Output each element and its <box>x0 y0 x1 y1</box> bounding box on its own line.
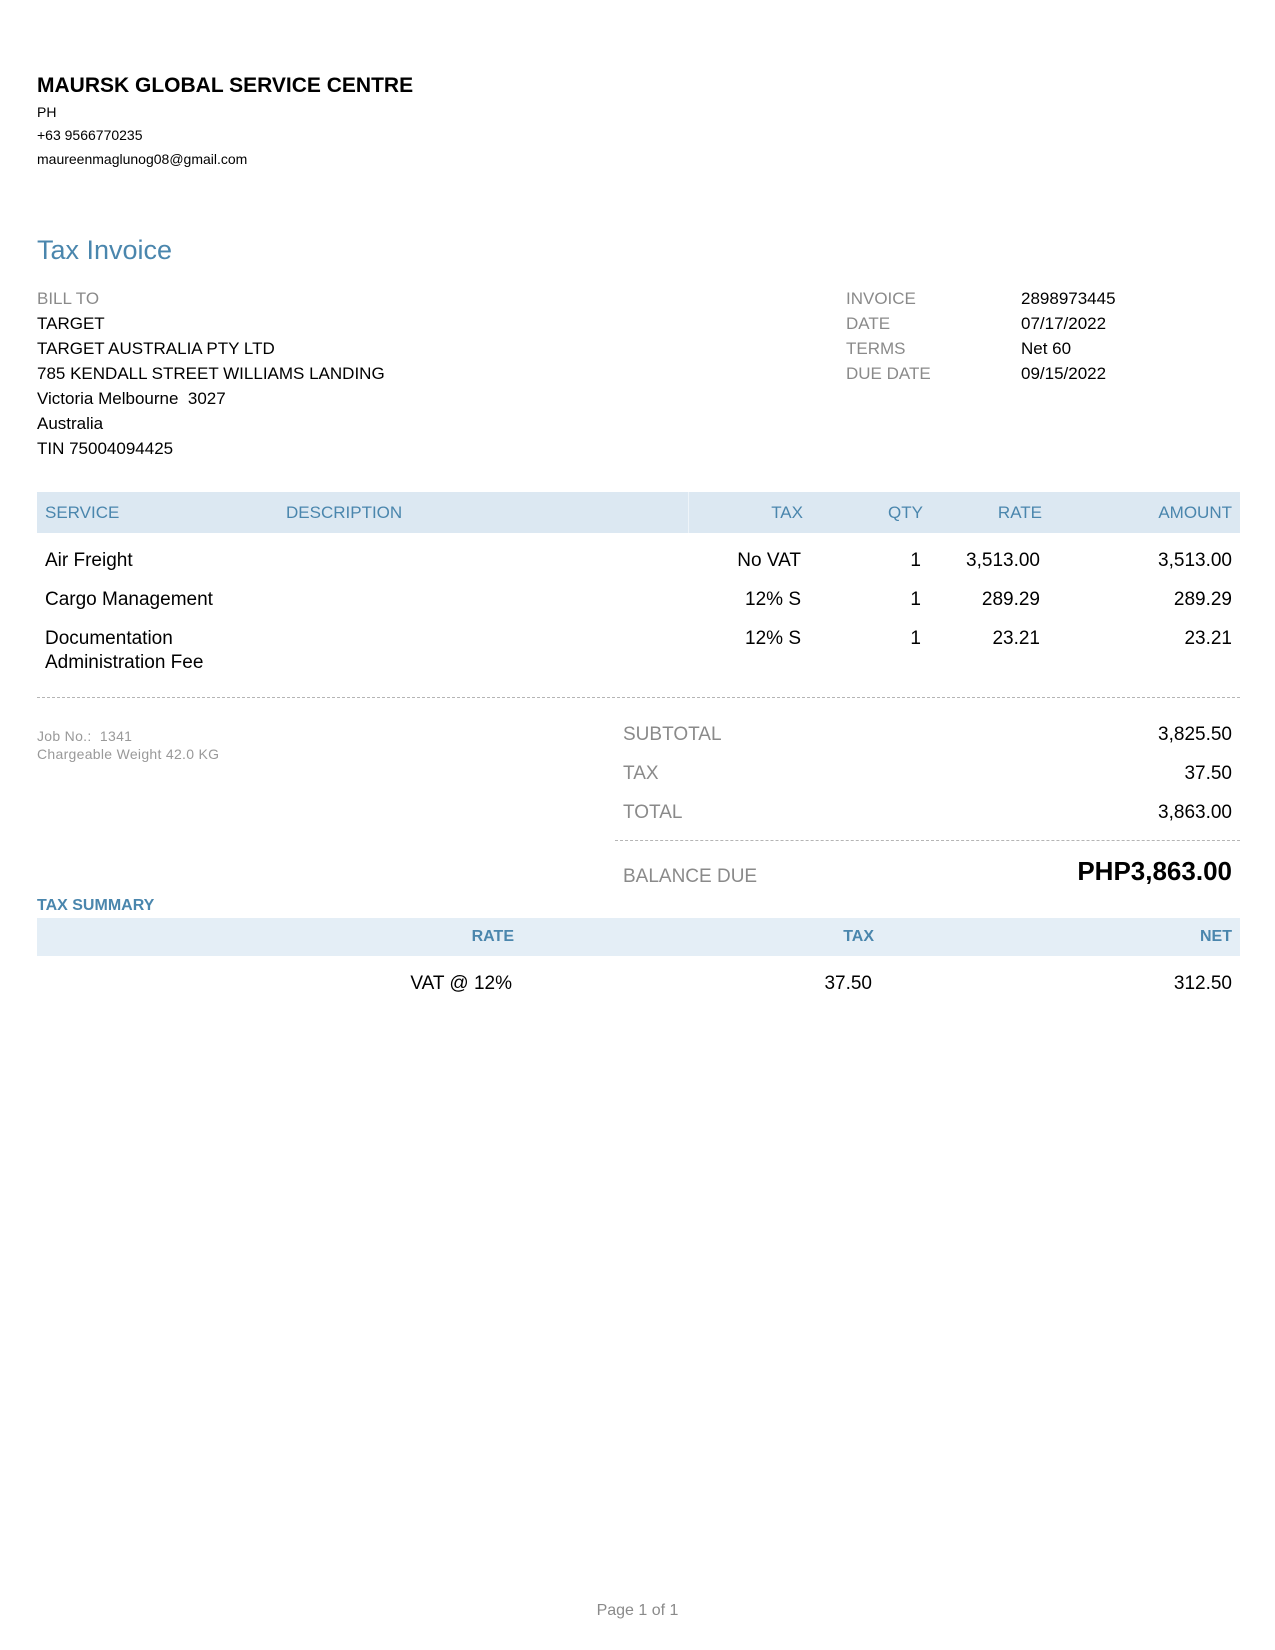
tax-label: TAX <box>623 763 659 784</box>
tax-summary-title: TAX SUMMARY <box>37 897 155 914</box>
item-tax: 12% S <box>745 628 801 649</box>
tax-summary-net: 312.50 <box>1173 973 1232 994</box>
column-header-service: SERVICE <box>45 503 120 522</box>
item-qty: 1 <box>910 628 921 649</box>
company-phone: +63 9566770235 <box>37 127 143 143</box>
items-table-header <box>37 492 1240 533</box>
item-service: Documentation <box>45 628 173 649</box>
column-header-description: DESCRIPTION <box>286 503 403 522</box>
item-tax: 12% S <box>745 589 801 610</box>
tax-summary-rate: VAT @ 12% <box>410 973 512 994</box>
tax-value: 37.50 <box>1184 763 1232 784</box>
invoice-date: 07/17/2022 <box>1021 314 1107 333</box>
bill-to-line: Victoria Melbourne 3027 <box>37 389 226 408</box>
totals-divider <box>615 840 1240 841</box>
invoice-due-date: 09/15/2022 <box>1021 364 1107 383</box>
balance-due-label: BALANCE DUE <box>623 866 758 887</box>
invoice-number-label: INVOICE <box>846 289 916 308</box>
bill-to-line: TARGET <box>37 314 105 333</box>
item-tax: No VAT <box>737 550 801 571</box>
total-value: 3,863.00 <box>1158 802 1232 823</box>
balance-due-value: PHP3,863.00 <box>1077 856 1232 886</box>
total-label: TOTAL <box>623 802 683 823</box>
item-service-continued: Administration Fee <box>45 652 204 673</box>
chargeable-weight: Chargeable Weight 42.0 KG <box>37 746 220 762</box>
column-header-qty: QTY <box>888 503 923 522</box>
document-title: Tax Invoice <box>37 235 173 265</box>
job-number: Job No.: 1341 <box>37 728 133 744</box>
item-qty: 1 <box>910 589 921 610</box>
company-email: maureenmaglunog08@gmail.com <box>37 151 248 167</box>
invoice-number: 2898973445 <box>1021 289 1116 308</box>
bill-to-label: BILL TO <box>37 289 100 308</box>
item-amount: 23.21 <box>1184 628 1232 649</box>
column-header-tax: TAX <box>771 503 803 522</box>
invoice-terms: Net 60 <box>1021 339 1072 358</box>
item-amount: 289.29 <box>1173 589 1232 610</box>
item-rate: 289.29 <box>981 589 1040 610</box>
tax-summary-header <box>37 918 1240 956</box>
subtotal-label: SUBTOTAL <box>623 724 722 745</box>
page-number: Page 1 of 1 <box>596 1602 679 1619</box>
tax-summary-header-rate: RATE <box>471 928 514 945</box>
items-divider <box>37 697 1240 698</box>
invoice-due-date-label: DUE DATE <box>846 364 931 383</box>
subtotal-value: 3,825.50 <box>1158 724 1232 745</box>
item-qty: 1 <box>910 550 921 571</box>
column-header-rate: RATE <box>997 503 1042 522</box>
item-rate: 23.21 <box>992 628 1040 649</box>
tax-summary-header-tax: TAX <box>843 928 874 945</box>
bill-to-tin: TIN 75004094425 <box>37 439 174 458</box>
bill-to-line: TARGET AUSTRALIA PTY LTD <box>37 339 275 358</box>
item-service: Cargo Management <box>45 589 213 610</box>
item-service: Air Freight <box>45 550 133 571</box>
item-rate: 3,513.00 <box>966 550 1040 571</box>
company-name: MAURSK GLOBAL SERVICE CENTRE <box>37 74 414 97</box>
bill-to-line: Australia <box>37 414 104 433</box>
company-country: PH <box>37 104 57 120</box>
column-header-amount: AMOUNT <box>1158 503 1232 522</box>
bill-to-line: 785 KENDALL STREET WILLIAMS LANDING <box>37 364 385 383</box>
tax-summary-tax: 37.50 <box>824 973 872 994</box>
item-amount: 3,513.00 <box>1158 550 1232 571</box>
invoice-terms-label: TERMS <box>846 339 906 358</box>
invoice-date-label: DATE <box>846 314 891 333</box>
tax-summary-header-net: NET <box>1200 928 1232 945</box>
header-divider <box>688 492 689 533</box>
